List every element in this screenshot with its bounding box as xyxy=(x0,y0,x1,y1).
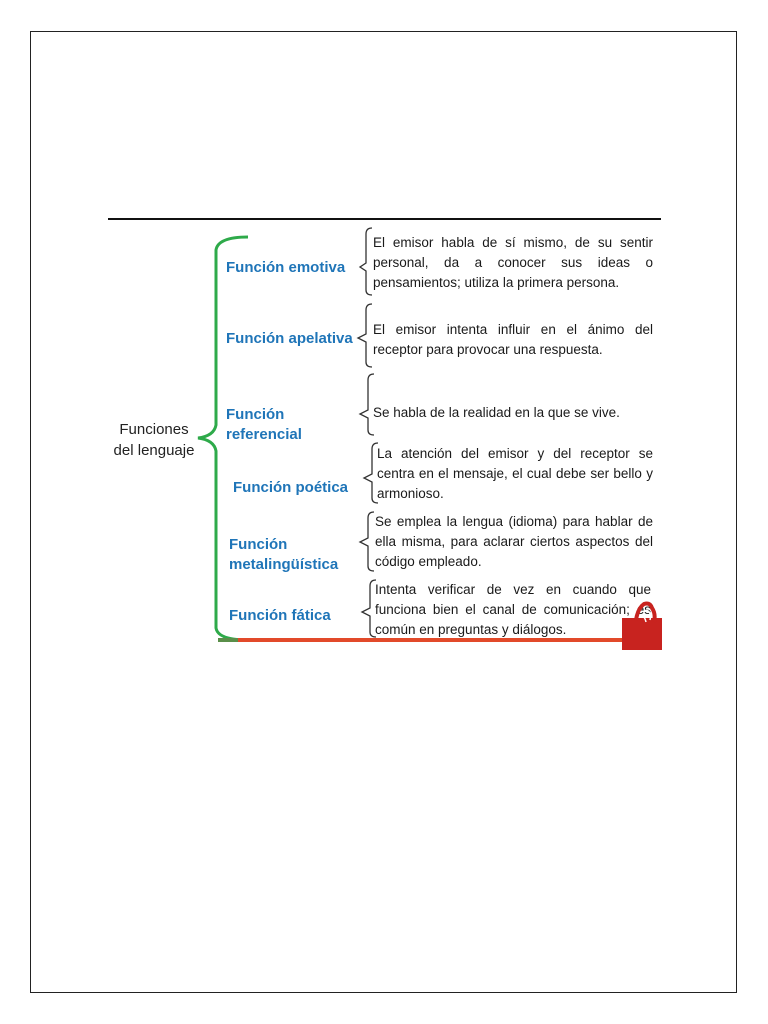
desc-metalinguistica: Se emplea la lengua (idioma) para hablar de ella misma, para aclarar ciertos aspectos del código empleado. xyxy=(375,514,653,569)
desc-emotiva: El emisor habla de sí mismo, de su sentir personal, da a conocer sus ideas o pensamientos; utiliza la primera persona. xyxy=(373,235,653,290)
brace-referencial xyxy=(360,374,374,435)
label-apelativa: Función apelativa xyxy=(226,330,353,347)
desc-poetica: La atención del emisor y del receptor se centra en el mensaje, el cual debe ser bello y armonioso. xyxy=(377,446,653,501)
label-metalinguistica-line2: metalingüística xyxy=(229,556,339,573)
desc-fatica: Intenta verificar de vez en cuando que funciona bien el canal de comunicación; es común en preguntas y diálogos. xyxy=(375,582,651,637)
brace-apelativa xyxy=(358,304,372,367)
label-fatica: Función fática xyxy=(229,607,331,624)
root-label-line1: Funciones xyxy=(119,421,189,438)
desc-apelativa: El emisor intenta influir en el ánimo del receptor para provocar una respuesta. xyxy=(373,322,653,357)
corner-hand-icon xyxy=(622,600,662,650)
label-metalinguistica xyxy=(229,535,338,575)
brace-metalinguistica xyxy=(360,512,374,571)
label-metalinguistica-line1: Función xyxy=(229,536,288,553)
root-label xyxy=(104,419,204,461)
label-referencial-line2: referencial xyxy=(226,426,302,443)
brace-fatica xyxy=(362,580,376,637)
brace-emotiva xyxy=(360,228,372,295)
label-referencial xyxy=(226,405,302,445)
base-line-start xyxy=(218,638,240,642)
brace-poetica xyxy=(364,443,378,503)
label-poetica: Función poética xyxy=(233,479,349,496)
label-emotiva: Función emotiva xyxy=(226,259,346,276)
desc-referencial: Se habla de la realidad en la que se vive. xyxy=(373,405,620,420)
base-line xyxy=(238,638,638,642)
root-label-line2: del lenguaje xyxy=(113,442,195,459)
label-referencial-line1: Función xyxy=(226,406,285,423)
